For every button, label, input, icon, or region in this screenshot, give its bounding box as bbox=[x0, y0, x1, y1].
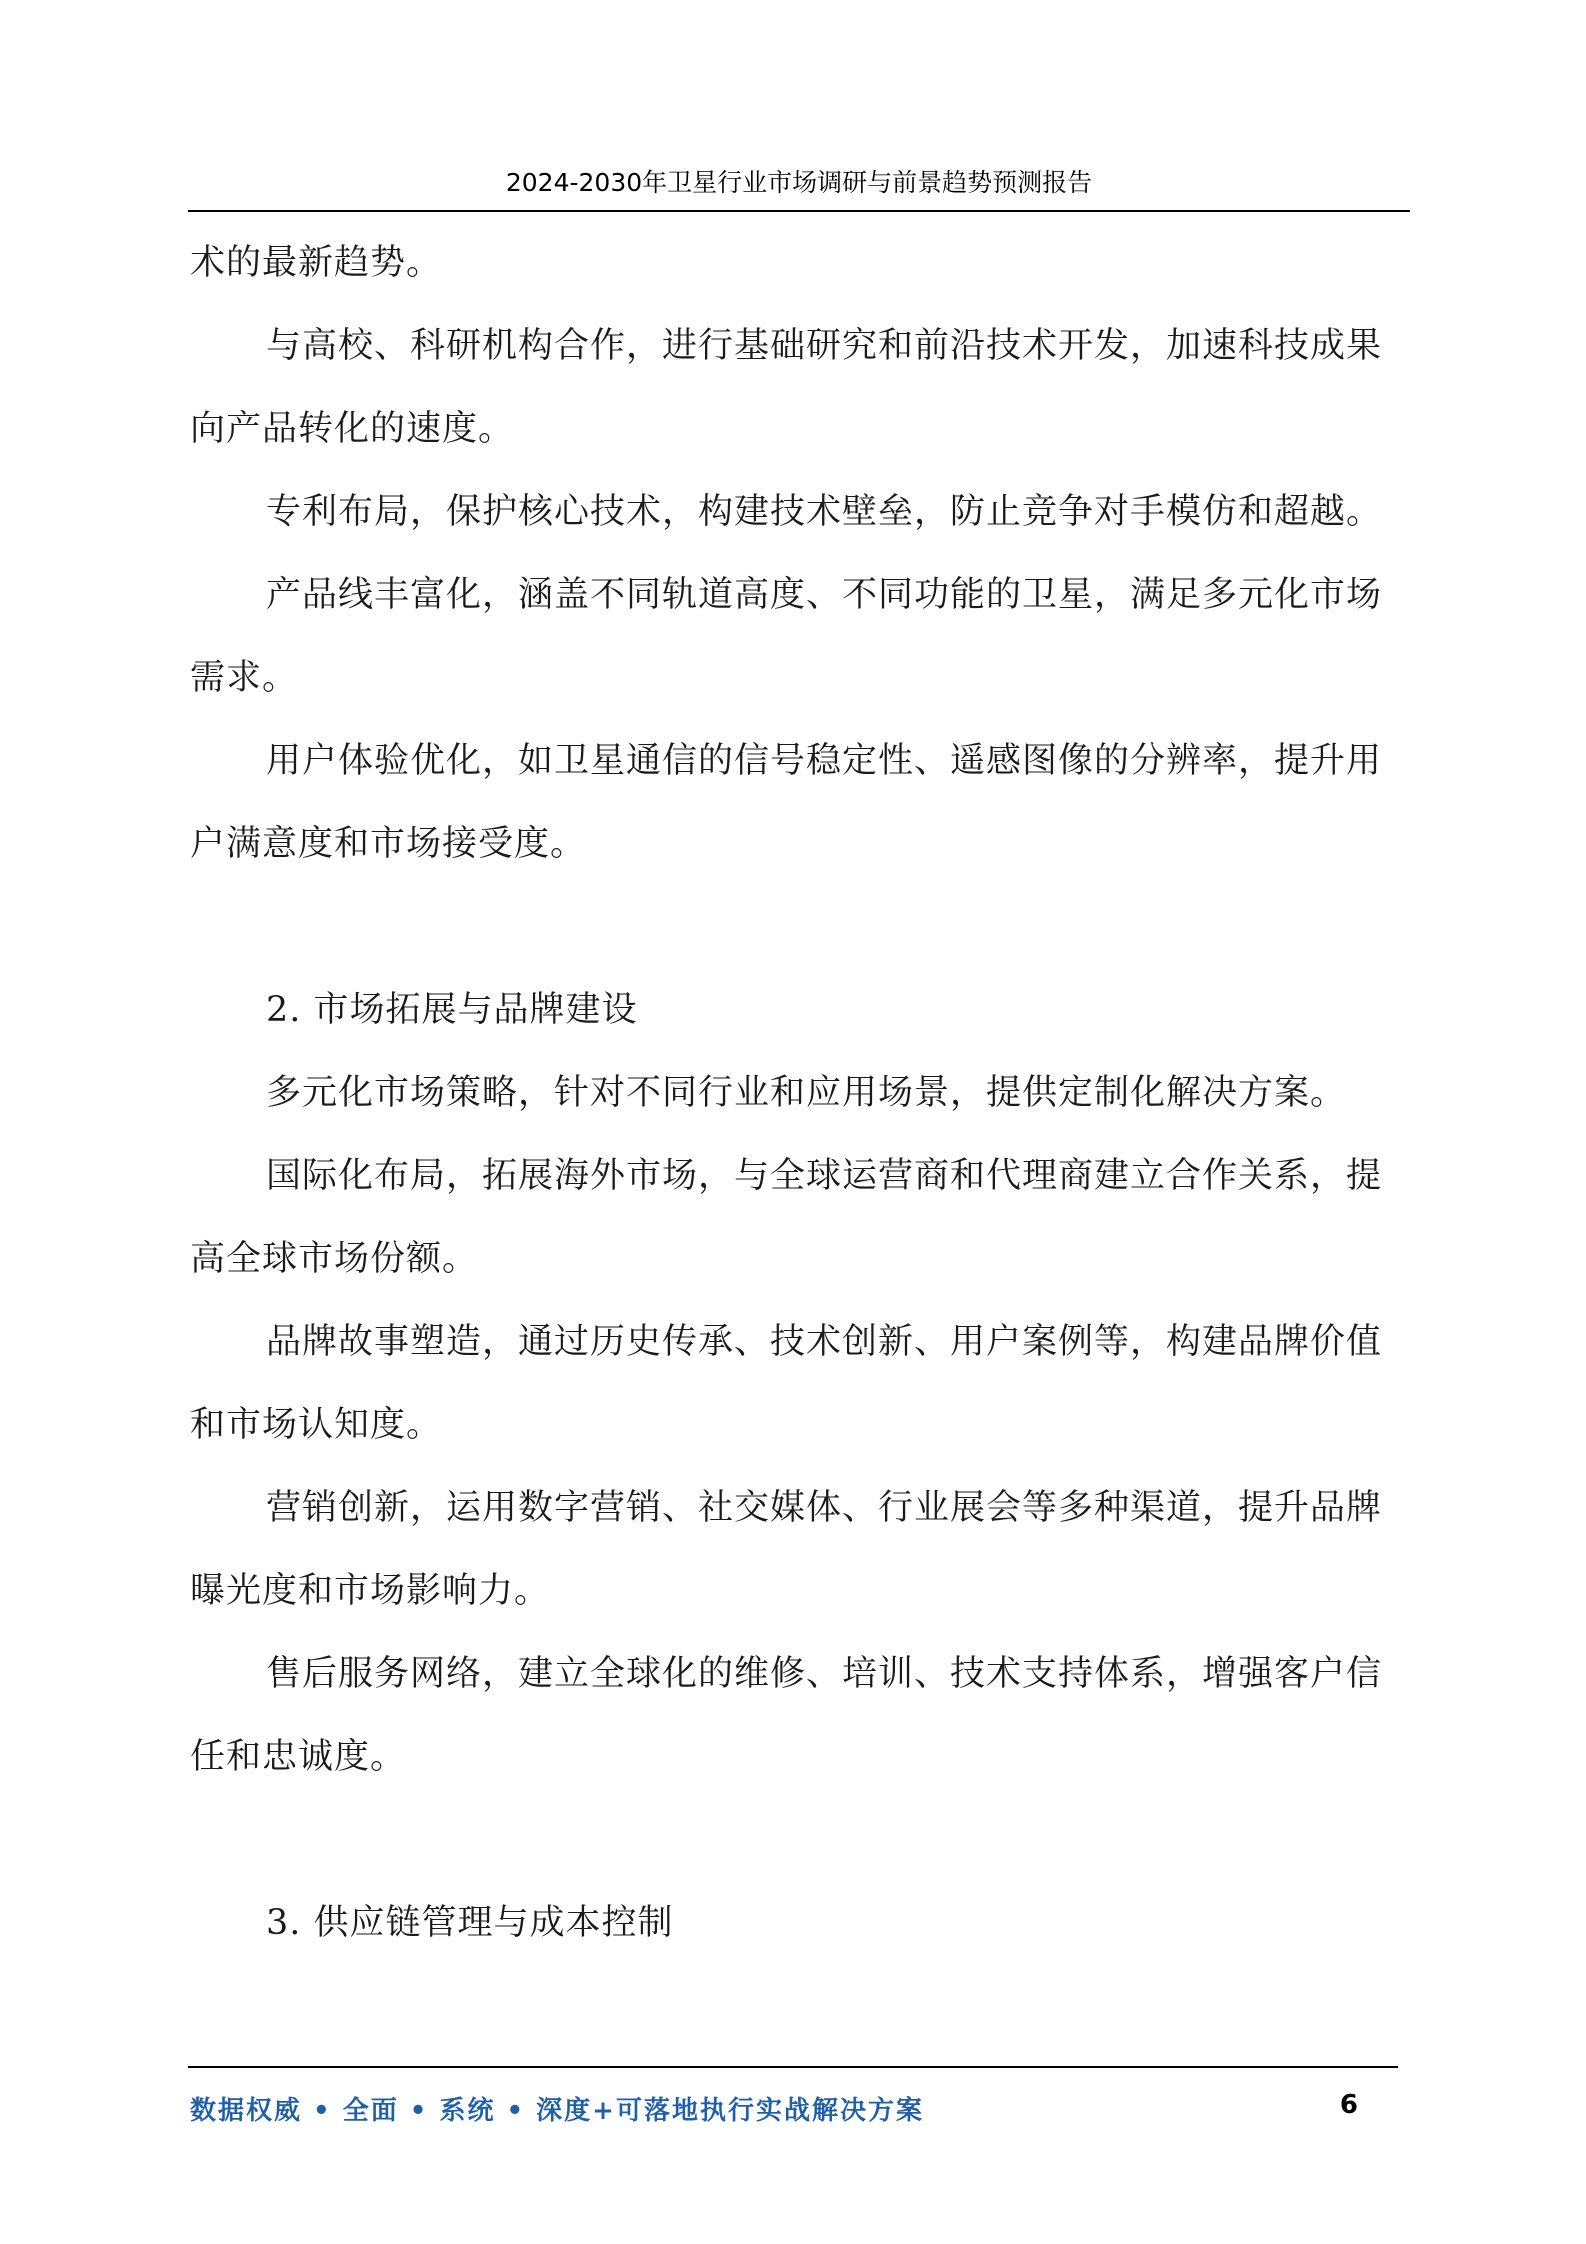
section-heading: 3. 供应链管理与成本控制 bbox=[266, 1903, 674, 1943]
page-footer bbox=[188, 2066, 1398, 2128]
page-header bbox=[188, 164, 1410, 212]
paragraph: 营销创新，运用数字营销、社交媒体、行业展会等多种渠道，提升品牌曝光度和市场影响力。 bbox=[190, 1488, 1383, 1611]
paragraph: 与高校、科研机构合作，进行基础研究和前沿技术开发，加速科技成果向产品转化的速度。 bbox=[190, 326, 1383, 449]
paragraph: 术的最新趋势。 bbox=[190, 243, 443, 283]
paragraph: 专利布局，保护核心技术，构建技术壁垒，防止竞争对手模仿和超越。 bbox=[266, 492, 1383, 532]
body-content bbox=[190, 222, 1396, 1965]
paragraph: 国际化布局，拓展海外市场，与全球运营商和代理商建立合作关系，提高全球市场份额。 bbox=[190, 1156, 1383, 1279]
page-number: 6 bbox=[1339, 2090, 1358, 2120]
footer-slogan: 数据权威 • 全面 • 系统 • 深度+可落地执行实战解决方案 bbox=[190, 2096, 924, 2126]
paragraph: 多元化市场策略，针对不同行业和应用场景，提供定制化解决方案。 bbox=[266, 1073, 1347, 1113]
paragraph: 售后服务网络，建立全球化的维修、培训、技术支持体系，增强客户信任和忠诚度。 bbox=[190, 1654, 1383, 1777]
section-heading: 2. 市场拓展与品牌建设 bbox=[266, 990, 638, 1030]
paragraph: 品牌故事塑造，通过历史传承、技术创新、用户案例等，构建品牌价值和市场认知度。 bbox=[190, 1322, 1383, 1445]
report-title: 2024-2030年卫星行业市场调研与前景趋势预测报告 bbox=[505, 168, 1093, 197]
paragraph: 用户体验优化，如卫星通信的信号稳定性、遥感图像的分辨率，提升用户满意度和市场接受度。 bbox=[190, 741, 1383, 864]
paragraph: 产品线丰富化，涵盖不同轨道高度、不同功能的卫星，满足多元化市场需求。 bbox=[190, 575, 1383, 698]
